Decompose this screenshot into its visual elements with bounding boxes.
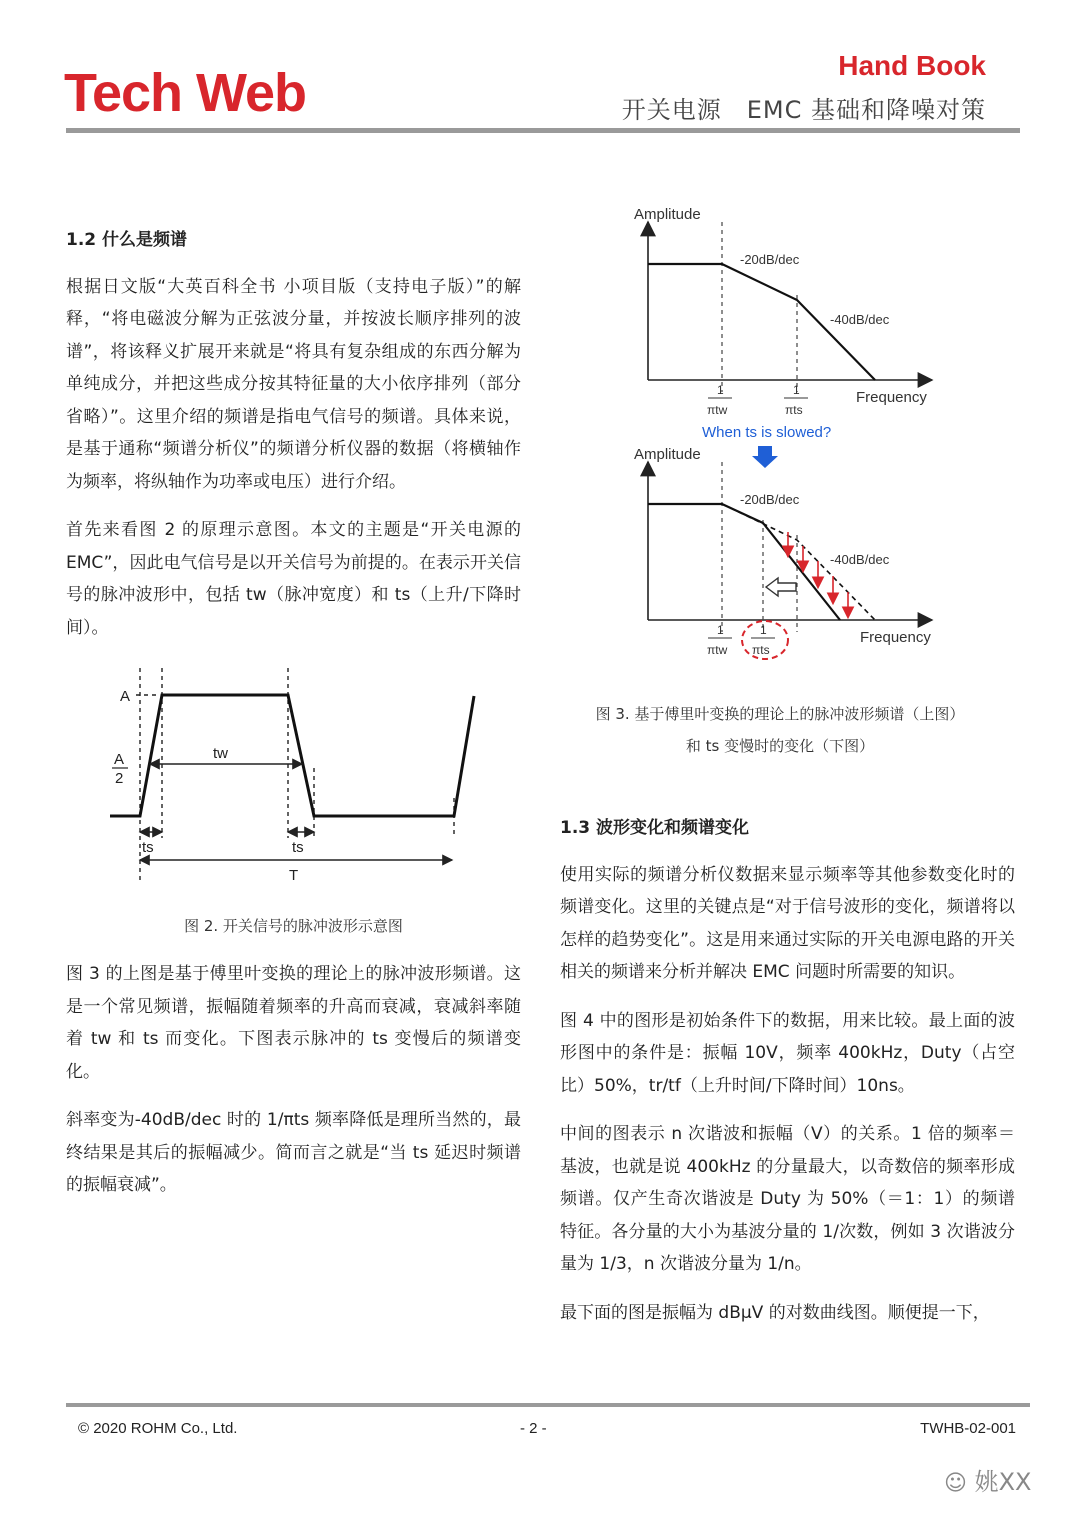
paragraph: 中间的图表示 n 次谐波和振幅（V）的关系。1 倍的频率＝基波，也就是说 400kHz 的分量最大，以奇数倍的频率形成频谱。仅产生奇次谐波是 Duty 为 50%（＝1：1）的频谱特征。各分量的大小为基波分量的 1/次数，例如 3 次谐波分量为 1/3，n 次谐波分量为 1/n。	[560, 1124, 1015, 1274]
amplitude-label-bottom: Amplitude	[634, 446, 701, 463]
section-heading-1-3: 1.3 波形变化和频谱变化	[560, 818, 750, 838]
paragraph: 最下面的图是振幅为 dBμV 的对数曲线图。顺便提一下，	[560, 1302, 990, 1323]
footer-doc-id: TWHB-02-001	[920, 1420, 1016, 1437]
label-T: T	[289, 867, 299, 884]
watermark	[944, 1462, 1031, 1497]
handbook-subtitle: 开关电源 EMC 基础和降噪对策	[621, 96, 986, 124]
paragraph: 首先来看图 2 的原理示意图。本文的主题是“开关电源的 EMC”，因此电气信号是以开关信号为前提的。在表示开关信号的脉冲波形中，包括 tw（脉冲宽度）和 ts（上升/下降时间）。	[66, 520, 521, 638]
figure-3-caption-line2: 和 ts 变慢时的变化（下图）	[685, 737, 875, 755]
spectrum-figure	[620, 200, 950, 665]
when-ts-slowed-question: When ts is slowed?	[702, 424, 832, 441]
tick-pitw-top: πtw	[707, 403, 728, 417]
techweb-logo: Tech Web	[64, 63, 307, 123]
slope-40-bottom: -40dB/dec	[830, 552, 890, 567]
down-arrow-icon	[752, 446, 778, 468]
paragraph: 图 4 中的图形是初始条件下的数据，用来比较。最上面的波形图中的条件是：振幅 10V，频率 400kHz，Duty（占空比）50%，tr/tf（上升时间/下降时间）10ns。	[560, 1010, 1015, 1096]
tick-one-ts-top: 1	[793, 383, 800, 397]
paragraph: 图 3 的上图是基于傅里叶变换的理论上的脉冲波形频谱。这是一个常见频谱，振幅随着频率的升高而衰减，衰减斜率随着 tw 和 ts 而变化。下图表示脉冲的 ts 变慢后的频谱变化。	[66, 964, 521, 1082]
label-ts-rise: ts	[142, 839, 154, 856]
footer-rule	[66, 1403, 1030, 1407]
pulse-waveform-line	[110, 695, 474, 816]
section-heading-1-2: 1.2 什么是频谱	[66, 230, 188, 250]
label-A-half-den: 2	[115, 770, 124, 787]
figure-3-caption	[560, 698, 1000, 762]
amplitude-label-top: Amplitude	[634, 206, 701, 223]
wechat-icon: ☺	[944, 1471, 967, 1496]
slope-40-top: -40dB/dec	[830, 312, 890, 327]
tick-one-ts-bottom: 1	[760, 623, 767, 637]
tick-pits-top: πts	[785, 403, 803, 417]
slope-20-bottom: -20dB/dec	[740, 492, 800, 507]
left-column-lower	[66, 958, 521, 1218]
tick-pits-bottom: πts	[752, 643, 770, 657]
right-column	[560, 812, 1015, 1345]
frequency-label-top: Frequency	[856, 389, 927, 406]
label-A: A	[120, 688, 131, 705]
tick-one-tw-top: 1	[717, 383, 724, 397]
paragraph: 斜率变为-40dB/dec 时的 1/πts 频率降低是理所当然的，最终结果是其后的振幅减少。简而言之就是“当 ts 延迟时频谱的振幅衰减”。	[66, 1110, 521, 1195]
footer-page-number: - 2 -	[520, 1420, 547, 1437]
figure-3-caption-line1: 图 3. 基于傅里叶变换的理论上的脉冲波形频谱（上图）	[595, 705, 965, 723]
tick-pitw-bottom: πtw	[707, 643, 728, 657]
slope-20-top: -20dB/dec	[740, 252, 800, 267]
label-A-half-num: A	[114, 751, 125, 768]
handbook-title: Hand Book	[838, 50, 986, 81]
pulse-waveform-figure	[100, 668, 500, 893]
footer-copyright: © 2020 ROHM Co., Ltd.	[78, 1420, 238, 1437]
paragraph: 使用实际的频谱分析仪数据来显示频率等其他参数变化时的频谱变化。这里的关键点是“对于信号波形的变化，频谱将以怎样的趋势变化”。这是用来通过实际的开关电源电路的开关相关的频谱来分析并解决 EMC 问题时所需要的知识。	[560, 864, 1015, 982]
label-ts-fall: ts	[292, 839, 304, 856]
spectrum-line-slowed	[648, 504, 840, 620]
left-arrow-icon	[766, 578, 796, 596]
header-rule	[66, 128, 1020, 133]
frequency-label-bottom: Frequency	[860, 629, 931, 646]
paragraph: 根据日文版“大英百科全书 小项目版（支持电子版）”的解释，“将电磁波分解为正弦波分量，并按波长顺序排列的波谱”，将该释义扩展开来就是“将具有复杂组成的东西分解为单纯成分，并把这些成分按其特征量的大小依序排列（部分省略）”。这里介绍的频谱是指电气信号的频谱。具体来说，是基于通称“频谱分析仪”的频谱分析仪器的数据（将横轴作为频率，将纵轴作为功率或电压）进行介绍。	[66, 276, 521, 492]
label-tw: tw	[213, 745, 228, 762]
left-column	[66, 224, 521, 660]
figure-2-caption: 图 2. 开关信号的脉冲波形示意图	[184, 917, 403, 935]
watermark-text: 姚XX	[974, 1468, 1032, 1496]
tick-one-tw-bottom: 1	[717, 623, 724, 637]
